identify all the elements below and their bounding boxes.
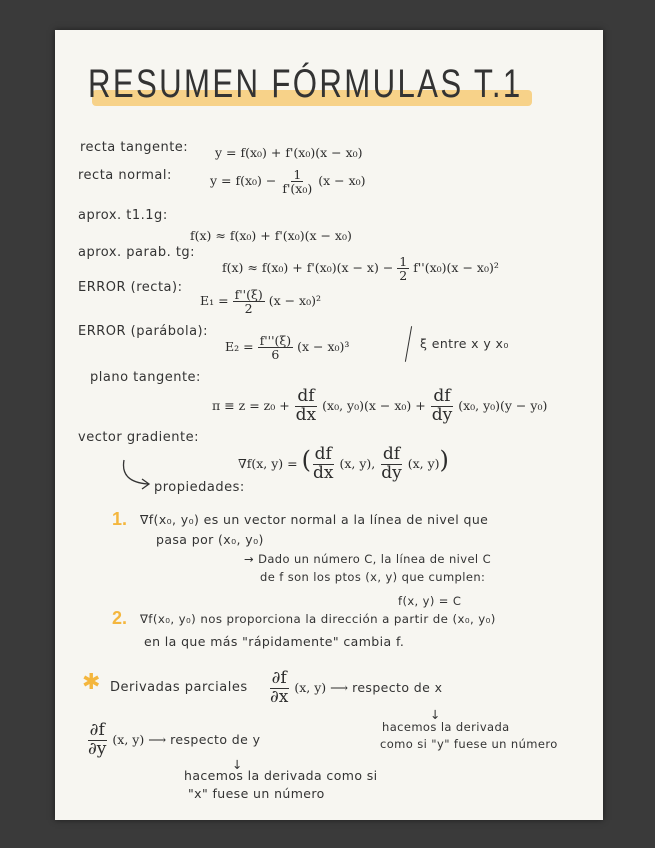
grad-num1: df [314,444,332,465]
dy-note2: hacemos la derivada como si [184,768,378,783]
page-title: RESUMEN FÓRMULAS T.1 [88,62,523,106]
grad-mid: (x, y), [339,456,376,471]
star-icon: ✱ [82,670,101,695]
property-1-sub1: → Dado un número C, la línea de nivel C [244,552,492,566]
normal-num: 1 [293,167,302,182]
dx-den: ∂x [270,686,289,707]
dy-num: ∂f [89,720,105,740]
error-line-label: ERROR (recta): [78,280,183,295]
down-arrow-icon: ↓ [430,707,441,722]
grad-num2: df [382,444,401,465]
aprox-parab-pre: f(x) ≈ f(x₀) + f'(x₀)(x − x) − [222,260,394,276]
error1-pre: E₁ = [200,293,229,309]
property-2-line2: en la que más "rápidamente" cambia f. [144,634,405,649]
grad-post: (x, y) [407,456,440,471]
error2-num: f'''(ξ) [259,333,292,348]
partial-y-formula: $\frac{\partial f}{\partial y}$ (x, y) ⟶ respecto de y [88,720,261,759]
dx-args: (x, y) [294,679,327,695]
plane-mid: (x₀, y₀)(x − x₀) + [322,397,426,413]
normal-den: f'(x₀) [282,181,313,197]
error1-den: 2 [244,301,253,317]
error2-den: 6 [271,347,280,363]
dx-num: ∂f [271,668,287,688]
error1-post: (x − x₀)² [268,293,321,309]
partial-derivatives-label: Derivadas parciales [110,680,248,695]
dy-args: (x, y) [112,731,145,747]
plane-den1: dx [295,404,317,425]
normal-line-formula [210,168,366,195]
error1-num: f''(ξ) [234,287,263,302]
aprox-parab-post: f''(x₀)(x − x₀)² [413,260,499,276]
plane-pre: π ≡ z = z₀ + [212,397,290,413]
partial-x-formula: $\frac{\partial f}{\partial x}$ (x, y) ⟶ respecto de x [270,668,443,707]
tangent-plane-label: plano tangente: [90,370,201,385]
down-arrow-icon-2: ↓ [232,757,243,772]
error2-post: (x − x₀)³ [297,339,350,355]
property-1-line2: pasa por (x₀, y₀) [156,532,264,547]
property-1-sub2: de f son los ptos (x, y) que cumplen: [260,570,486,584]
property-1-sub3: f(x, y) = C [398,594,462,608]
plane-post: (x₀, y₀)(y − y₀) [458,397,548,413]
normal-line-label: recta normal: [78,168,172,183]
property-2-marker: 2. [112,608,128,628]
gradient-label: vector gradiente: [78,430,200,445]
normal-post: (x − x₀) [318,173,366,189]
error-parabola-label: ERROR (parábola): [78,324,209,339]
aprox-parabola-label: aprox. parab. tg: [78,245,196,260]
properties-label: propiedades: [154,480,245,495]
tangent-plane-formula [212,388,547,425]
property-1-sub1-text: Dado un número C, la línea de nivel C [258,552,492,566]
grad-den2: dy [381,463,402,483]
xi-between-note: ξ entre x y x₀ [420,336,509,351]
dx-note3: como si "y" fuese un número [380,737,558,751]
curved-arrow-icon [118,458,158,492]
dy-den: ∂y [88,738,107,759]
plane-num1: df [297,386,315,406]
dy-note: respecto de y [170,731,261,747]
gradient-formula: ∇f(x, y) = ( $\frac{df}{dx}$ (x, y), $\frac{df}{dy}$ (x, y)) [238,444,449,483]
aprox-parab-den: 2 [399,268,408,284]
tangent-line-formula: y = f(x₀) + f'(x₀)(x − x₀) [215,145,363,160]
dy-note3: "x" fuese un número [188,786,325,801]
aprox-tangent-label: aprox. t1.1g: [78,208,168,223]
grad-den1: dx [312,463,334,483]
property-1-line1: ∇f(x₀, y₀) es un vector normal a la línea de nivel que [140,512,489,527]
aprox-parabola-formula [222,255,499,282]
tangent-line-label: recta tangente: [80,140,189,155]
plane-den2: dy [431,404,453,425]
grad-pre: ∇f(x, y) = [238,456,298,471]
plane-num2: df [433,386,451,406]
dx-note: respecto de x [352,679,443,695]
aprox-parab-num: 1 [399,254,408,269]
dx-note2: hacemos la derivada [382,720,510,734]
error-line-formula [200,288,321,315]
normal-pre: y = f(x₀) − [210,173,277,189]
property-1-marker: 1. [112,509,128,529]
aprox-tangent-formula: f(x) ≈ f(x₀) + f'(x₀)(x − x₀) [190,228,352,243]
property-2-line1: ∇f(x₀, y₀) nos proporciona la dirección a partir de (x₀, y₀) [140,612,496,626]
error-parabola-formula [225,334,349,361]
error2-pre: E₂ = [225,339,254,355]
